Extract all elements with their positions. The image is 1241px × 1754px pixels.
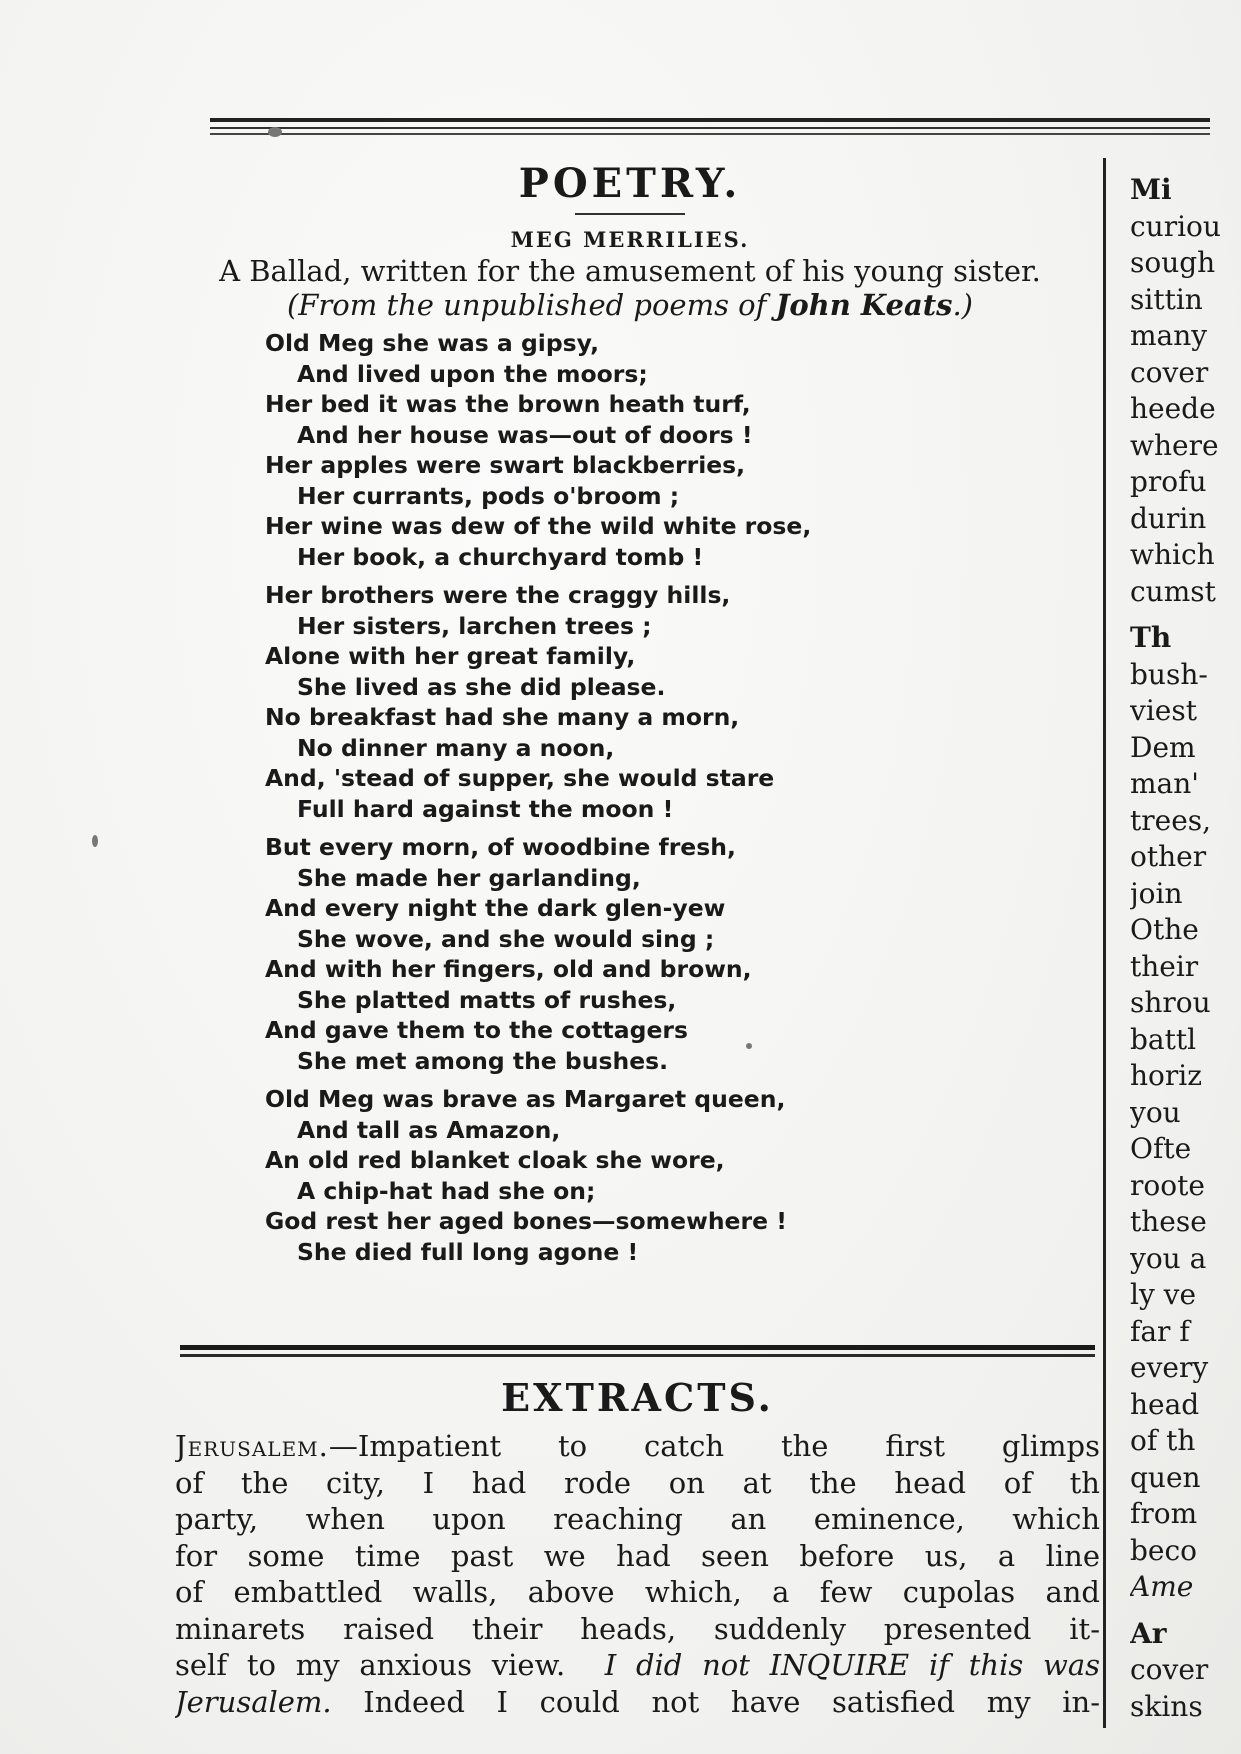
poetry-section	[170, 160, 1090, 1275]
poem-line: And her house was—out of doors !	[297, 420, 753, 449]
poem-line: And tall as Amazon,	[297, 1115, 561, 1144]
poem-line: Her bed it was the brown heath turf,	[265, 390, 751, 418]
poem-line: She died full long agone !	[297, 1237, 639, 1266]
side-column-line: sough	[1130, 246, 1216, 279]
side-column-line: Ofte	[1130, 1132, 1192, 1165]
side-column-line: cover	[1130, 355, 1209, 389]
side-column-line: heede	[1130, 392, 1216, 425]
poem-subtitle: A Ballad, written for the amusement of his young sister.	[219, 254, 1041, 288]
extract-line: minarets raised their heads, suddenly presented it-	[175, 1611, 1100, 1646]
side-column-line: many	[1130, 319, 1208, 352]
poem-title: MEG MERRILIES.	[510, 227, 750, 252]
extract-line: party, when upon reaching an eminence, which	[175, 1502, 1100, 1536]
poem-line: Her brothers were the craggy hills,	[265, 581, 731, 609]
poem-line: And gave them to the cottagers	[265, 1016, 688, 1044]
side-column-line: where	[1130, 428, 1219, 462]
extract-italic: I did not INQUIRE if this was	[604, 1648, 1100, 1682]
poem-line: Old Meg she was a gipsy,	[265, 329, 600, 357]
side-column-line: cover	[1130, 1653, 1209, 1686]
side-column-line: of th	[1130, 1424, 1196, 1457]
poem-stanza	[265, 328, 1090, 572]
poem-line: Alone with her great family,	[265, 642, 636, 670]
poem-line: She platted matts of rushes,	[297, 985, 677, 1014]
side-column-line: Dem	[1130, 730, 1196, 764]
poem-stanza	[265, 580, 1090, 824]
poem-line: Her currants, pods o'broom ;	[297, 481, 680, 510]
section-title-poetry: POETRY.	[518, 160, 742, 207]
extract-line: of the city, I had rode on at the head of th	[175, 1465, 1100, 1500]
poem-line: And every night the dark glen-yew	[265, 894, 726, 922]
side-column-line: Th	[1130, 621, 1172, 654]
poem-line: No breakfast had she many a morn,	[265, 703, 740, 731]
side-column-line: trees,	[1130, 803, 1212, 837]
poem-line: A chip-hat had she on;	[297, 1176, 596, 1205]
poem-line: And, 'stead of supper, she would stare	[265, 764, 775, 792]
side-column-line: every	[1130, 1351, 1209, 1384]
poem-line: Full hard against the moon !	[297, 794, 674, 823]
side-column-line: battl	[1130, 1022, 1197, 1056]
section-title-extracts: EXTRACTS.	[501, 1375, 774, 1420]
side-column-line: skins	[1130, 1689, 1203, 1723]
poem-line: An old red blanket cloak she wore,	[265, 1146, 725, 1174]
ink-blot	[268, 127, 282, 137]
adjacent-column-fragment	[1130, 172, 1241, 1725]
side-column-line: cumst	[1130, 574, 1216, 608]
poem-line: Her apples were swart blackberries,	[265, 451, 746, 479]
extract-line: for some time past we had seen before us, a line	[175, 1538, 1100, 1573]
side-column-line: profu	[1130, 465, 1207, 498]
poem-line: No dinner many a noon,	[297, 733, 615, 762]
poem-stanza	[265, 832, 1090, 1076]
poem-line: But every morn, of woodbine fresh,	[265, 833, 736, 861]
side-column-line: Ar	[1130, 1616, 1167, 1650]
side-column-line: man'	[1130, 767, 1199, 800]
side-column-line: which	[1130, 538, 1215, 571]
side-column-line: quen	[1130, 1460, 1201, 1494]
poem-line: And with her fingers, old and brown,	[265, 955, 752, 983]
poem-line: She made her garlanding,	[297, 863, 641, 892]
column-divider	[1103, 158, 1106, 1728]
side-column-line: durin	[1130, 501, 1207, 535]
extract-line: self to my anxious view. I did not INQUIRE if this was	[175, 1648, 1100, 1682]
poem-line: She lived as she did please.	[297, 672, 666, 701]
side-column-line: Ame	[1130, 1570, 1194, 1603]
top-double-rule	[210, 118, 1210, 138]
side-column-line: horiz	[1130, 1059, 1202, 1092]
side-column-line: you	[1130, 1095, 1181, 1129]
side-column-line: Othe	[1130, 913, 1199, 946]
extract-lead: Jerusalem.	[175, 1429, 329, 1463]
side-column-line: roote	[1130, 1168, 1205, 1202]
short-rule	[575, 213, 685, 215]
extract-line: Jerusalem.—Impatient to catch the first glimps	[175, 1429, 1100, 1463]
side-column-line: join	[1130, 876, 1183, 910]
side-column-line: far f	[1130, 1314, 1190, 1348]
poem-line: Her sisters, larchen trees ;	[297, 611, 652, 640]
side-column-line: their	[1130, 949, 1199, 983]
poem-line: She met among the bushes.	[297, 1046, 669, 1075]
side-column-line: from	[1130, 1497, 1198, 1530]
side-column-line: these	[1130, 1205, 1207, 1238]
poem-line: She wove, and she would sing ;	[297, 924, 715, 953]
extract-jerusalem	[175, 1428, 1100, 1720]
side-column-line: head	[1130, 1387, 1200, 1421]
side-column-line: you a	[1130, 1241, 1207, 1275]
side-column-line: bush-	[1130, 657, 1208, 691]
poem-stanza	[265, 1084, 1090, 1267]
ink-blot	[746, 1043, 752, 1049]
side-column-line: shrou	[1130, 986, 1211, 1019]
poem-line: And lived upon the moors;	[297, 359, 648, 388]
side-column-line: Mi	[1130, 173, 1172, 206]
side-column-line: beco	[1130, 1533, 1198, 1567]
poem-author: John Keats	[775, 288, 953, 322]
poem-line: Her wine was dew of the wild white rose,	[265, 512, 812, 540]
section-double-rule	[180, 1345, 1095, 1359]
poem-body	[265, 328, 1090, 1267]
extract-line: of embattled walls, above which, a few cupolas and	[175, 1575, 1100, 1609]
side-column-line: sittin	[1130, 282, 1203, 316]
side-column-line: other	[1130, 840, 1207, 873]
poem-line: God rest her aged bones—somewhere !	[265, 1207, 787, 1235]
poem-line: Her book, a churchyard tomb !	[297, 542, 704, 571]
side-column-line: viest	[1130, 694, 1197, 727]
extract-line: Jerusalem. Indeed I could not have satisfied my in-	[175, 1684, 1100, 1719]
poem-source: (From the unpublished poems of John Keats.)	[286, 288, 974, 322]
side-column-line: ly ve	[1130, 1278, 1197, 1311]
ink-blot	[92, 835, 98, 847]
side-column-line: curiou	[1130, 209, 1221, 243]
poem-line: Old Meg was brave as Margaret queen,	[265, 1085, 786, 1113]
